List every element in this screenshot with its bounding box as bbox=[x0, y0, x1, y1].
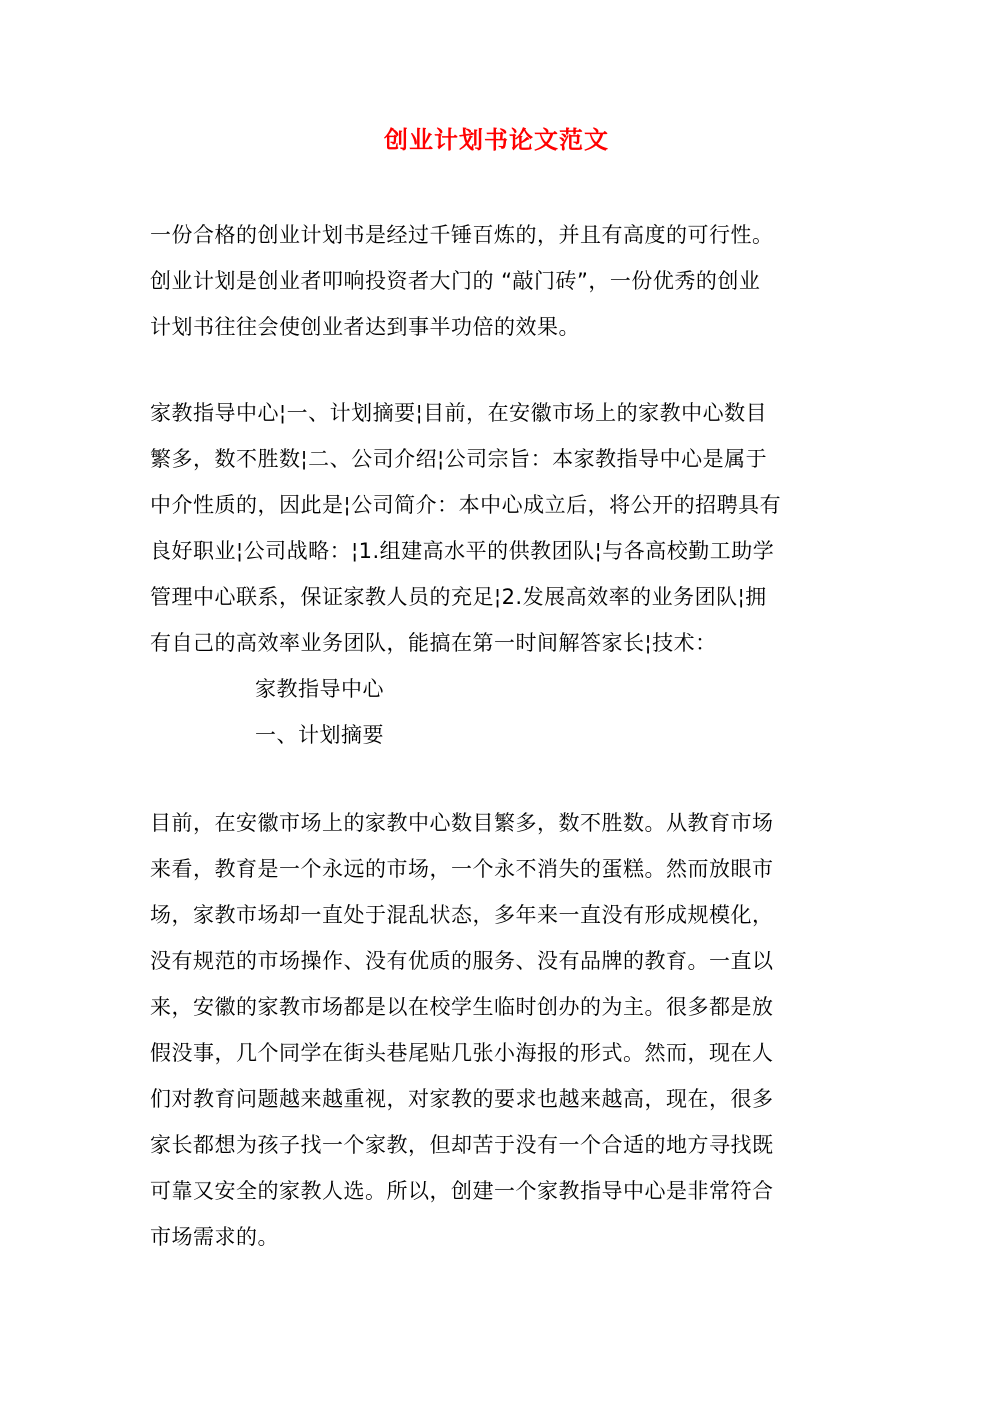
intro-line: 一份合格的创业计划书是经过千锤百炼的，并且有高度的可行性。 bbox=[150, 223, 774, 247]
body-line: 可靠又安全的家教人选。所以，创建一个家教指导中心是非常符合 bbox=[150, 1179, 774, 1203]
heading-plan-summary: 一、计划摘要 bbox=[255, 723, 384, 747]
section-headings bbox=[150, 666, 840, 758]
document-title: 创业计划书论文范文 bbox=[384, 125, 609, 154]
body-line: 场，家教市场却一直处于混乱状态，多年来一直没有形成规模化， bbox=[150, 903, 774, 927]
summary-line: 有自己的高效率业务团队，能搞在第一时间解答家长¦技术： bbox=[150, 631, 717, 655]
intro-paragraph bbox=[150, 212, 840, 350]
body-line: 假没事，几个同学在街头巷尾贴几张小海报的形式。然而，现在人 bbox=[150, 1041, 774, 1065]
summary-line: 家教指导中心¦一、计划摘要¦目前，在安徽市场上的家教中心数目 bbox=[150, 401, 768, 425]
intro-line: 计划书往往会使创业者达到事半功倍的效果。 bbox=[150, 315, 580, 339]
summary-line: 良好职业¦公司战略：¦1.组建高水平的供教团队¦与各高校勤工助学 bbox=[150, 539, 775, 563]
summary-line: 繁多，数不胜数¦二、公司介绍¦公司宗旨：本家教指导中心是属于 bbox=[150, 447, 768, 471]
summary-paragraph bbox=[150, 390, 840, 666]
body-line: 目前，在安徽市场上的家教中心数目繁多，数不胜数。从教育市场 bbox=[150, 811, 774, 835]
body-line: 家长都想为孩子找一个家教，但却苦于没有一个合适的地方寻找既 bbox=[150, 1133, 774, 1157]
body-paragraph bbox=[150, 800, 840, 1260]
intro-line: 创业计划是创业者叩响投资者大门的 “敲门砖”，一份优秀的创业 bbox=[150, 269, 761, 293]
body-line: 们对教育问题越来越重视，对家教的要求也越来越高，现在，很多 bbox=[150, 1087, 774, 1111]
body-line: 没有规范的市场操作、没有优质的服务、没有品牌的教育。一直以 bbox=[150, 949, 774, 973]
body-line: 市场需求的。 bbox=[150, 1225, 279, 1249]
summary-line: 中介性质的，因此是¦公司简介：本中心成立后，将公开的招聘具有 bbox=[150, 493, 782, 517]
body-line: 来看，教育是一个永远的市场，一个永不消失的蛋糕。然而放眼市 bbox=[150, 857, 774, 881]
summary-line: 管理中心联系，保证家教人员的充足¦2.发展高效率的业务团队¦拥 bbox=[150, 585, 767, 609]
heading-center-name: 家教指导中心 bbox=[255, 677, 384, 701]
body-line: 来，安徽的家教市场都是以在校学生临时创办的为主。很多都是放 bbox=[150, 995, 774, 1019]
